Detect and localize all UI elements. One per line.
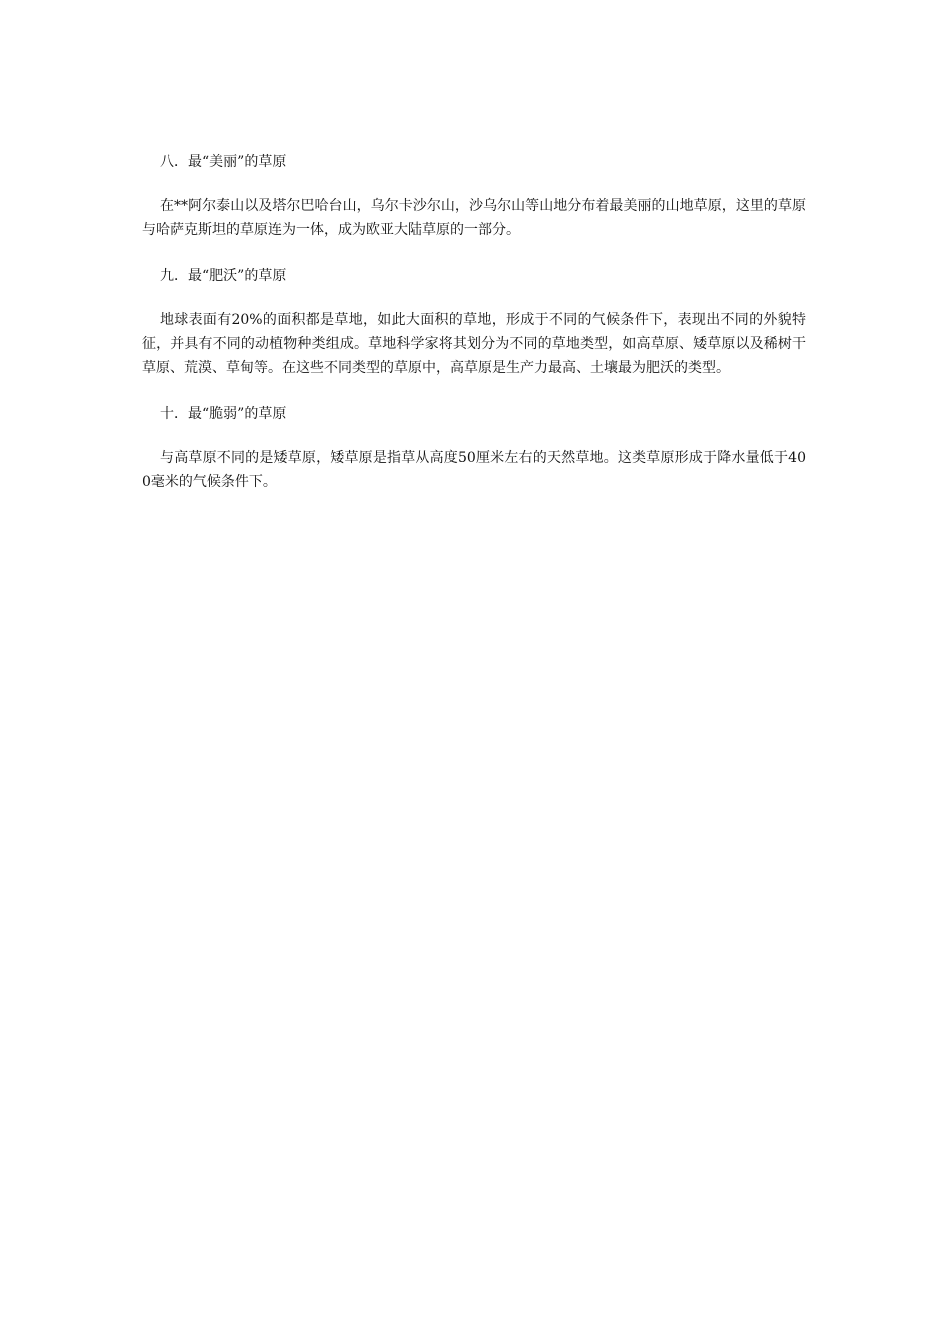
section-paragraph: 在**阿尔泰山以及塔尔巴哈台山，乌尔卡沙尔山，沙乌尔山等山地分布着最美丽的山地草原，这里的草原与哈萨克斯坦的草原连为一体，成为欧亚大陆草原的一部分。 <box>142 198 806 238</box>
section-heading: 九．最“肥沃”的草原 <box>160 268 287 284</box>
document-content <box>142 150 806 494</box>
section-paragraph: 地球表面有20%的面积都是草地，如此大面积的草地，形成于不同的气候条件下，表现出不同的外貌特征，并具有不同的动植物种类组成。草地科学家将其划分为不同的草地类型，如高草原、矮草原以及稀树干草原、荒漠、草甸等。在这些不同类型的草原中，高草原是生产力最高、土壤最为肥沃的类型。 <box>142 312 806 376</box>
spacer <box>142 288 806 308</box>
spacer <box>142 380 806 402</box>
section-heading: 八．最“美丽”的草原 <box>160 154 287 170</box>
spacer <box>142 174 806 194</box>
section-paragraph: 与高草原不同的是矮草原，矮草原是指草从高度50厘米左右的天然草地。这类草原形成于降水量低于400毫米的气候条件下。 <box>142 450 806 490</box>
spacer <box>142 242 806 264</box>
spacer <box>142 426 806 446</box>
section-heading: 十．最“脆弱”的草原 <box>160 406 287 422</box>
